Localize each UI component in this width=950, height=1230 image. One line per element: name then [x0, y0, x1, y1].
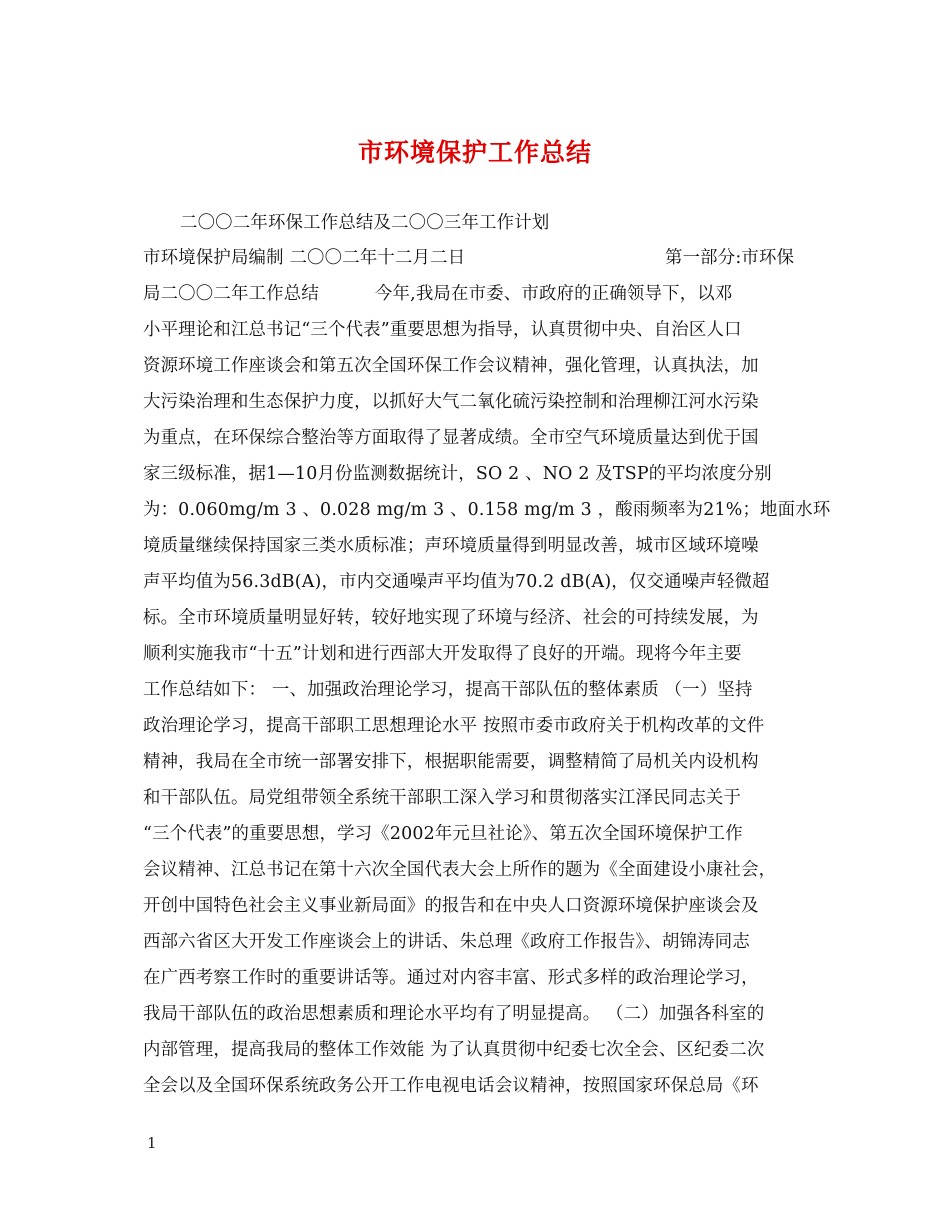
body-line: 境质量继续保持国家三类水质标准；声环境质量得到明显改善，城市区域环境噪	[143, 536, 759, 556]
body-line: 西部六省区大开发工作座谈会上的讲话、朱总理《政府工作报告》、胡锦涛同志	[143, 932, 750, 952]
body-line: 标。全市环境质量明显好转，较好地实现了环境与经济、社会的可持续发展，为	[143, 608, 759, 628]
body-line: 精神，我局在全市统一部署安排下，根据职能需要，调整精简了局机关内设机构	[143, 752, 759, 772]
body-line: 内部管理，提高我局的整体工作效能 为了认真贯彻中纪委七次全会、区纪委二次	[143, 1040, 765, 1060]
body-line	[143, 282, 813, 306]
part-heading: 第一部分:市环保	[665, 248, 795, 268]
body-line: 政治理论学习，提高干部职工思想理论水平 按照市委市政府关于机构改革的文件	[143, 716, 765, 736]
subtitle-line: 二〇〇二年环保工作总结及二〇〇三年工作计划	[180, 213, 550, 233]
body-line: 开创中国特色社会主义事业新局面》的报告和在中央人口资源环境保护座谈会及	[143, 896, 759, 916]
paragraph-start: 今年,我局在市委、市政府的正确领导下，以邓	[374, 284, 733, 304]
body-line: 为重点，在环保综合整治等方面取得了显著成绩。全市空气环境质量达到优于国	[143, 428, 759, 448]
body-line: 小平理论和江总书记“三个代表”重要思想为指导，认真贯彻中央、自治区人口	[143, 320, 742, 340]
body-line: 声平均值为56.3dB(A)，市内交通噪声平均值为70.2 dB(A)，仅交通噪声轻微超	[143, 572, 770, 592]
body-line: 顺利实施我市“十五”计划和进行西部大开发取得了良好的开端。现将今年主要	[143, 644, 742, 664]
body-line: 和干部队伍。局党组带领全系统干部职工深入学习和贯彻落实江泽民同志关于	[143, 788, 742, 808]
body-line: 资源环境工作座谈会和第五次全国环保工作会议精神，强化管理，认真执法，加	[143, 356, 759, 376]
body-line: 大污染治理和生态保护力度，以抓好大气二氧化硫污染控制和治理柳江河水污染	[143, 392, 759, 412]
body-line: 为：0.060mg/m 3 、0.028 mg/m 3 、0.158 mg/m 3 ，酸雨频率为21%；地面水环	[143, 500, 831, 520]
editor-date: 市环境保护局编制 二〇〇二年十二月二日	[143, 248, 466, 268]
page-number: 1	[147, 1134, 157, 1152]
document-title: 市环境保护工作总结	[357, 138, 592, 167]
body-line	[143, 246, 813, 270]
body-line: 全会以及全国环保系统政务公开工作电视电话会议精神，按照国家环保总局《环	[143, 1076, 759, 1096]
body-line: 会议精神、江总书记在第十六次全国代表大会上所作的题为《全面建设小康社会，	[143, 860, 777, 880]
body-line: 工作总结如下： 一、加强政治理论学习，提高干部队伍的整体素质 （一）坚持	[143, 680, 753, 700]
body-line: 家三级标准，据1—10月份监测数据统计，SO 2 、NO 2 及TSP的平均浓度分别	[143, 464, 772, 484]
body-line: 我局干部队伍的政治思想素质和理论水平均有了明显提高。 （二）加强各科室的	[143, 1004, 765, 1024]
body-line: 在广西考察工作时的重要讲话等。通过对内容丰富、形式多样的政治理论学习，	[143, 968, 759, 988]
part-heading-cont: 局二〇〇二年工作总结	[143, 284, 319, 304]
body-line: “三个代表”的重要思想，学习《2002年元旦社论》、第五次全国环境保护工作	[143, 824, 743, 844]
